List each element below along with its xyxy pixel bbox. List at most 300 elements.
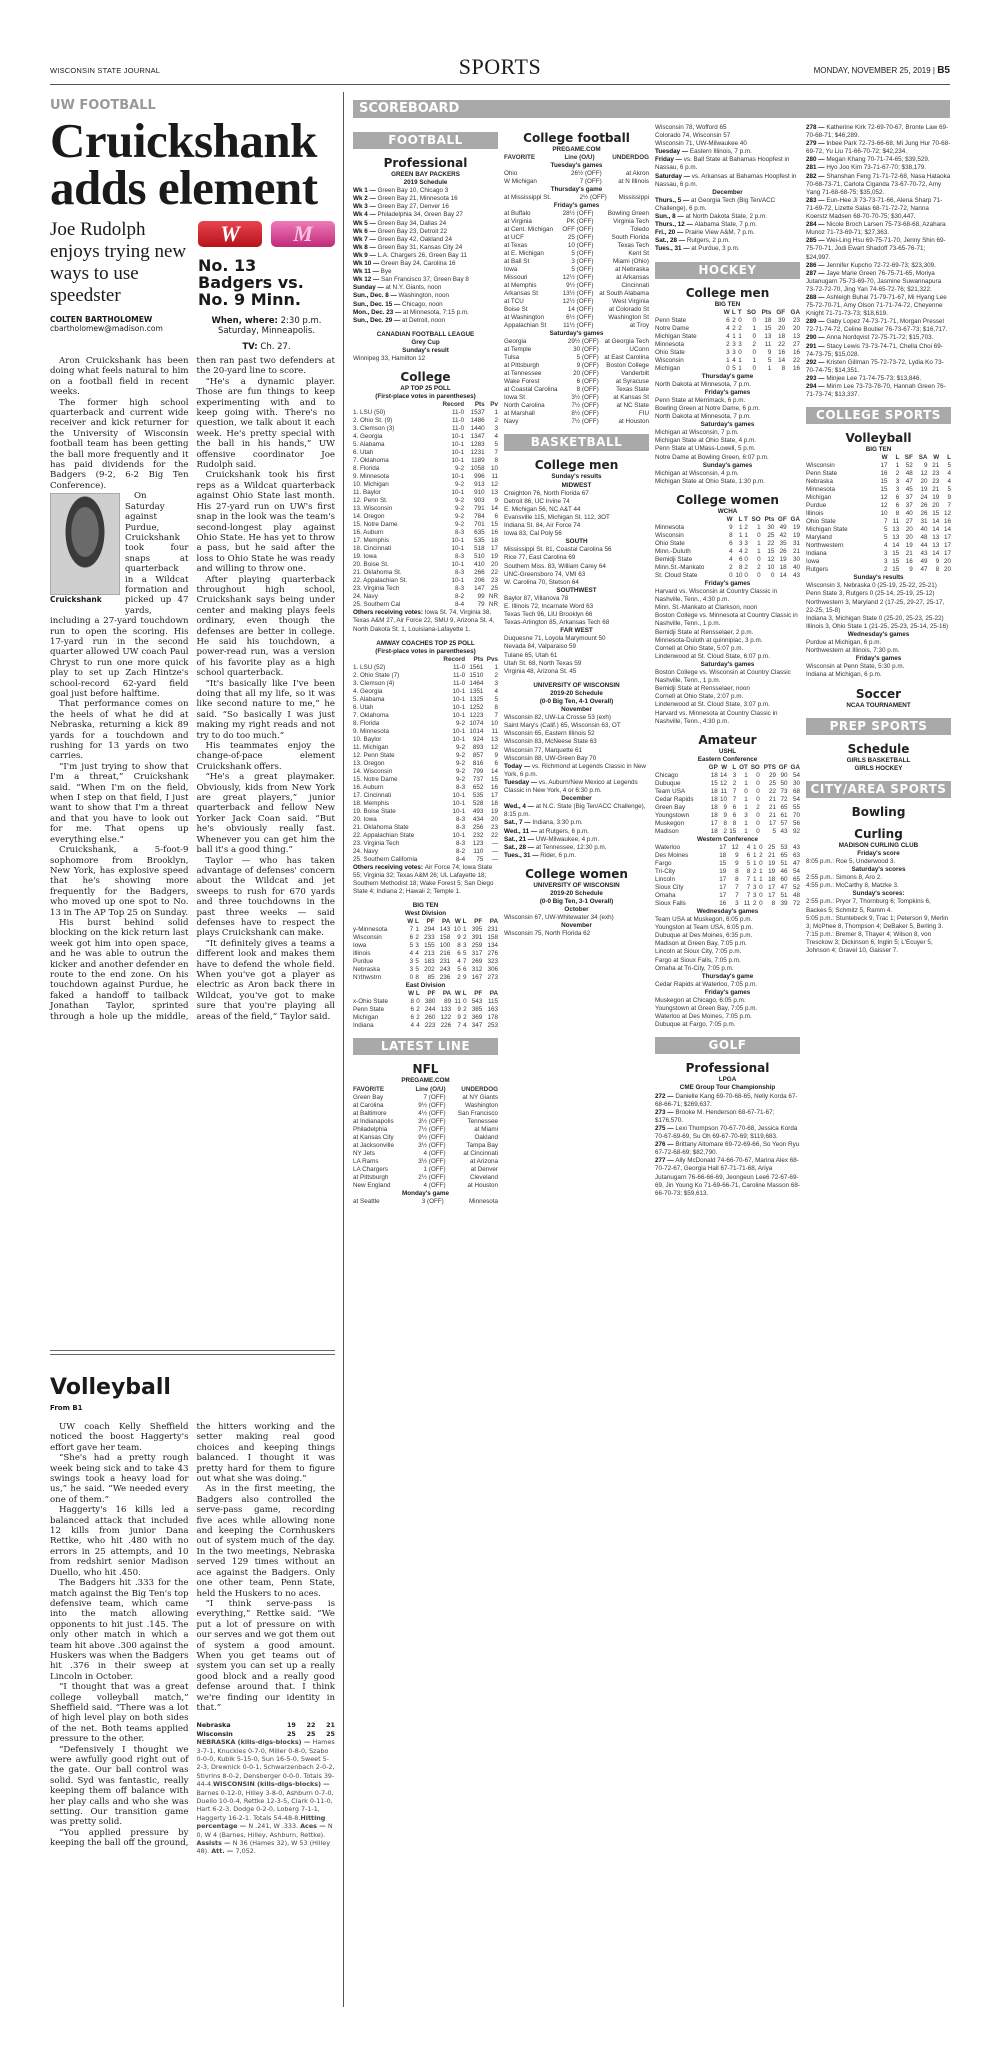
table-cell: 19 [905, 542, 913, 550]
table-row [353, 720, 498, 728]
table-cell: 0 [744, 572, 748, 579]
table-row [353, 425, 498, 433]
line-text: 7:15 p.m.: Bremer 8, Thayer 4; Wilson 8, von Tresckow 3; Dickinson 6, Inglin 5; L'Ecuyer 5, Johnson 4; Gravel 10, Gaisser 7. [806, 930, 933, 954]
table-cell: 0 [752, 316, 757, 324]
scoreboard [353, 124, 950, 1206]
agate-line [806, 270, 951, 294]
table-cell: 24. Navy [353, 847, 378, 855]
line-text: Saint Mary's (Calif.) 65, Wisconsin 63, OT [504, 722, 621, 730]
table-cell: 1537 [470, 409, 485, 417]
agate-line [504, 498, 649, 506]
table-row [353, 553, 498, 561]
subheading: UNIVERSITY OF WISCONSIN [533, 681, 620, 689]
table-cell: 910 [474, 489, 485, 497]
subheading: 2019-20 Schedule [550, 889, 603, 897]
standings-table [655, 309, 800, 373]
table-cell: 9½ (OFF) [418, 1101, 446, 1109]
story-paragraph: “It's basically like I've been doing that all my life, so it was like second nature to me,” he said. “So basically I was just making my right reads and not try to do too much.” [196, 678, 335, 741]
table-cell: 8 [732, 819, 737, 827]
table-cell: 2 [757, 564, 761, 571]
table-cell: 543 [471, 998, 483, 1006]
agate-line [353, 355, 498, 363]
table-header [353, 1086, 498, 1094]
table-row [353, 433, 498, 441]
agate-line [655, 948, 800, 956]
table-cell: 10-1 [451, 537, 465, 545]
table-cell: 0 [759, 891, 763, 899]
table-cell: 8-3 [455, 569, 465, 577]
table-cell: 8 [494, 457, 498, 465]
table-cell: 5 [772, 827, 776, 835]
column-header: PA [489, 918, 498, 926]
line-text: L.A. Chargers 26, Green Bay 11 [377, 251, 467, 259]
table-cell: 15 [729, 827, 737, 835]
agate-line [806, 334, 951, 342]
subheading: Sunday's results [853, 574, 904, 582]
agate-line [504, 611, 649, 619]
table-cell: 231 [439, 958, 451, 966]
table-cell: 8-3 [456, 815, 466, 823]
table-cell: 6 [410, 1006, 415, 1014]
table-cell: 4 (OFF) [423, 1149, 446, 1157]
table-cell: 178 [487, 1014, 498, 1022]
table-cell: 2½ (OFF) [418, 1173, 446, 1181]
table-row [655, 892, 800, 900]
subheading: Thursday's game [701, 972, 754, 980]
table-cell: 65 [780, 851, 788, 859]
agate-line [655, 1093, 800, 1109]
line-label: Thurs., 12 — [655, 221, 695, 229]
story-paragraph: His teammates enjoy the change-of-pace element Cruickshank offers. [196, 741, 335, 772]
table-cell: 380 [424, 998, 436, 1006]
subheading: Sunday's scores: [852, 890, 905, 898]
table-cell: 14 [892, 542, 900, 550]
subheading: Sunday's results [551, 473, 602, 481]
linescore [197, 1721, 336, 1738]
line-label: Sat., 21 — [504, 835, 536, 843]
table-cell: 30 [792, 779, 800, 787]
column-header: Line (O/U) [415, 1085, 446, 1093]
agate-line [655, 213, 800, 221]
table-cell: 3 [744, 540, 748, 547]
table-cell: 55 [792, 803, 800, 811]
table-cell: 784 [474, 513, 485, 521]
agate-line [504, 652, 649, 660]
table-cell: 1014 [469, 727, 484, 735]
table-cell: 2 [744, 548, 748, 555]
table-cell: 0 [752, 332, 757, 340]
table-cell: 1 [744, 771, 748, 779]
agate-line [655, 1005, 800, 1013]
line-text: vs. Arkansas at Bahamas Hoopfest in Nassau, 6 p.m. [655, 172, 797, 188]
standings-table [504, 210, 649, 330]
line-label: Wed., 11 — [504, 827, 539, 835]
column-header: PA [442, 990, 452, 998]
table-cell: St. Cloud State [655, 572, 698, 579]
column-header: L [732, 763, 737, 771]
table-cell: 6 [726, 316, 730, 324]
agate-line [806, 858, 951, 866]
table-row [353, 577, 498, 585]
line-text: Colorado 74, Wisconsin 57 [655, 132, 731, 140]
column-header [655, 764, 706, 772]
table-row [806, 486, 951, 494]
table-cell: 13. Oregon [353, 759, 385, 767]
agate-line [504, 852, 649, 860]
table-cell: 317 [471, 950, 483, 958]
table-cell: 2 [463, 934, 467, 942]
scoreboard-column [353, 124, 498, 1206]
table-cell: 2 [884, 566, 888, 574]
table-header [806, 454, 951, 462]
table-cell: 49 [920, 558, 928, 566]
table-row [655, 325, 800, 333]
section-banner: GOLF [655, 1037, 800, 1054]
line-text: at Georgia Tech (Big Ten/ACC Challenge), 6 p.m. [655, 196, 776, 212]
table-cell: Wisconsin [655, 356, 684, 364]
agate-line [504, 603, 649, 611]
table-cell: 11. Baylor [353, 489, 381, 497]
column-header: W [881, 454, 888, 462]
column-header: Pv [490, 401, 498, 409]
table-cell: 4. Georgia [353, 433, 383, 441]
table-row [353, 664, 498, 672]
stat-label: Hitting percentage — [196, 1813, 326, 1831]
line-label: Sat., 7 — [504, 819, 533, 827]
line-label: 277 — [655, 1157, 676, 1165]
table-cell: 5 [409, 942, 414, 950]
line-text: Air Force 74; Iowa State 55; Virginia 32; Texas A&M 26; UL Lafayette 18; Southern Methodist 18; Wake Forest 5; San Diego State 4; Indiana 2; Hawaii 2; Temple 1. [353, 863, 494, 896]
table-cell: 652 [472, 783, 484, 791]
agate-line [806, 262, 951, 270]
table-cell: 410 [474, 561, 485, 569]
table-cell: 20. Boise St. [353, 561, 389, 569]
table-header [353, 990, 498, 998]
column-header: PF [474, 918, 483, 926]
table-cell: 8. Florida [353, 719, 380, 727]
line-text: Indiana St. 84, Air Force 74 [504, 522, 581, 530]
table-cell: 8 [410, 998, 415, 1006]
story-body [50, 356, 335, 1261]
table-cell: 11 [720, 787, 728, 795]
line-text: Wisconsin 3, Nebraska 0 (25-19, 25-22, 25-21) [806, 582, 937, 590]
table-row [353, 688, 498, 696]
table-cell: 19 [719, 867, 727, 875]
table-row [353, 728, 498, 736]
table-cell: 518 [474, 545, 485, 553]
table-row [353, 481, 498, 489]
table-cell: 22 [490, 569, 498, 577]
agate-line [655, 140, 800, 148]
agate-line [353, 284, 498, 292]
table-cell: 9 [457, 1006, 461, 1014]
section-heading: College women [676, 492, 779, 507]
table-cell: 5 [494, 441, 498, 449]
table-cell: Texas Tech [617, 242, 649, 250]
line-label: Others receiving votes: [353, 863, 425, 871]
table-cell: 4 [729, 548, 733, 555]
table-cell: 8 [735, 875, 739, 883]
table-cell: 8-3 [455, 529, 465, 537]
table-cell: 25 [768, 779, 776, 787]
table-cell: 70 [792, 811, 800, 819]
table-cell: 3 [463, 942, 467, 950]
table-cell: 269 [471, 958, 483, 966]
table-cell: 43 [920, 550, 928, 558]
table-cell: Sioux City [655, 883, 684, 891]
subheading: MIDWEST [561, 481, 592, 489]
table-cell: N'rthwstrn [353, 974, 382, 982]
table-cell: Lincoln [655, 875, 675, 883]
table-cell: 266 [474, 569, 485, 577]
table-cell: 11-0 [452, 663, 466, 671]
table-cell: 2 [756, 803, 760, 811]
standings-table [504, 154, 649, 162]
table-cell: at Tennessee [504, 370, 542, 378]
table-cell: Cincinnati [621, 282, 649, 290]
table-cell: 14. Oregon [353, 513, 385, 521]
table-cell: 5 [457, 966, 461, 974]
line-text: San Francisco 37, Green Bay 8 [381, 276, 469, 284]
table-cell: 1 [744, 819, 748, 827]
table-cell: 1 [494, 663, 498, 671]
table-cell: 4 [494, 433, 498, 441]
subheading: (0-0 Big Ten, 4-1 Overall) [539, 698, 614, 705]
subheading: East Division [405, 982, 446, 990]
table-cell: 16 [778, 348, 786, 356]
line-text: vs. Auburn/New Mexico at Legends Classic in New York, 4 or 6:30 p.m. [504, 778, 638, 795]
agate-line [655, 653, 800, 661]
table-row [655, 876, 800, 884]
line-text: Indiana 3, Michigan State 0 (25-20, 25-23, 25-22) [806, 614, 944, 622]
table-cell: 9-2 [455, 465, 465, 473]
line-text: Alabama State, 7 p.m. [694, 221, 757, 229]
table-cell: 3 [732, 340, 736, 348]
line-text: Eastern Illinois, 7 p.m. [689, 148, 752, 156]
table-row [655, 524, 800, 532]
table-cell: 7 [746, 883, 751, 891]
section-title: SPORTS [458, 54, 542, 79]
table-cell: 8 [723, 819, 728, 827]
table-cell: 17 [719, 883, 727, 891]
agate-line [655, 478, 800, 486]
table-row [504, 194, 649, 202]
line-label: Sun., Dec. 15 — [353, 300, 402, 308]
table-cell: 19 [490, 807, 498, 815]
table-cell: 913 [474, 481, 485, 489]
agate-line [353, 211, 498, 219]
line-text: Boston College vs. Minnesota at Country Classic in Nashville, Tenn., 1 p.m. [655, 612, 798, 628]
story-paragraph: “Defensively I thought we were awfully good right out of the gate. Our ball control was solid. Syd was fantastic, really keeping them off balance with her play calls and who she was setting. Our transition game was pretty solid. [50, 1744, 189, 1828]
column-header: Pts [761, 308, 772, 316]
agate-line [655, 132, 800, 140]
table-cell: — [491, 855, 498, 863]
story-paragraph: His burst behind solid blocking on the kick return last week got him into open space, and he was able to outrun the kicker and another defender en route to the end zone. On his touchdown against Purdue, he faked a handoff to tailback Jonathan Taylor, sprinted through a hole up the middle, then ran past two defenders at the 20-yard line to score. [50, 356, 335, 1022]
agate-line [504, 660, 649, 668]
table-cell: 14 [720, 771, 728, 779]
agate-line [655, 957, 800, 965]
table-row [655, 564, 800, 572]
table-cell: Philadelphia [353, 1125, 388, 1133]
table-cell: Missouri [504, 274, 528, 282]
agate-line [655, 381, 800, 389]
table-cell: Fargo [655, 859, 672, 867]
table-cell: 10-1 [452, 799, 466, 807]
table-cell: 21 [768, 803, 776, 811]
line-label: 290 — [806, 334, 827, 342]
line-text: Indiana at Michigan, 6 p.m. [806, 671, 882, 679]
table-row [655, 357, 800, 365]
column-header: W [408, 990, 415, 998]
table-cell: 4 [746, 843, 751, 851]
section-heading: Curling [854, 826, 903, 841]
agate-line [655, 413, 800, 421]
line-text: Youngston at Team USA, 6:05 p.m. [655, 924, 754, 932]
table-cell: 25 [768, 843, 776, 851]
table-cell: Wisconsin [806, 462, 835, 470]
story-paragraph: Haggerty's 16 kills led a balanced attack that included 12 kills from junior Dana Rettke, who hit .480 with no errors in 25 attempts, and 10 from redshirt senior Madison Duello, who hit .450. [50, 1505, 189, 1578]
table-cell: NY Jets [353, 1149, 375, 1157]
agate-line [353, 195, 498, 203]
story-deck: Joe Rudolph enjoys trying new ways to use speedster [50, 219, 187, 306]
agate-line [806, 874, 951, 882]
table-cell: 4 [726, 324, 730, 332]
table-cell: 14 [778, 356, 786, 364]
line-text: Youngstown at Green Bay, 7:05 p.m. [655, 1005, 758, 1013]
table-cell: 244 [424, 1006, 436, 1014]
line-text: at Detroit, noon [402, 316, 446, 324]
table-cell: 12 [943, 510, 951, 518]
table-cell: Iowa St [504, 394, 525, 402]
table-header [353, 401, 498, 409]
table-cell: 3 (OFF) [571, 258, 594, 266]
table-cell: 8-3 [456, 823, 466, 831]
table-cell: Iowa [504, 266, 518, 274]
line-label: 275 — [655, 1124, 676, 1132]
table-row [806, 510, 951, 518]
line-text: Minjee Lee 71-74-75-73; $13,846. [826, 374, 922, 382]
table-cell: at Houston [618, 418, 649, 426]
table-cell: 7 [735, 883, 739, 891]
table-cell: Ohio State [655, 348, 685, 356]
table-cell: 17 [768, 891, 776, 899]
line-text: Stacy Lewis 73-73-74-71, Chella Choi 69-74-73-75; $15,028. [806, 342, 943, 358]
table-cell: 737 [472, 775, 484, 783]
table-cell: 9 (OFF) [576, 362, 599, 370]
tv-label: TV: [242, 342, 258, 352]
table-cell: 16. Auburn [353, 783, 384, 791]
author-email: cbartholomew@madison.com [50, 324, 163, 333]
line-text: Wisconsin at Penn State, 5:30 p.m. [806, 663, 905, 671]
subheading: SOUTHWEST [556, 586, 597, 594]
table-row [353, 712, 498, 720]
table-cell: 11-0 [452, 425, 465, 433]
column-header: FAVORITE [504, 154, 536, 162]
line-label: Fri., 20 — [655, 229, 686, 237]
line-text: Jaye Marie Green 76-75-71-65, Moriya Jutanugarn 75-73-69-70, Jasmine Suwannapura 73-72-72-70, Jing Yan 74-65-72-76; $21,322. [806, 269, 942, 293]
agate-line [655, 612, 800, 628]
standings-table [806, 454, 951, 574]
line-text: Fargo at Sioux Falls, 7:05 p.m. [655, 956, 741, 964]
table-cell: Rutgers [806, 566, 829, 574]
table-cell: 26 [920, 510, 928, 518]
column-header: T [737, 308, 742, 316]
table-cell: 8 [935, 566, 940, 574]
agate-line [504, 747, 649, 755]
table-cell: 2½ (OFF) [579, 194, 607, 202]
table-cell: 8-4 [456, 855, 466, 863]
table-cell: 40 [905, 510, 913, 518]
table-cell: 19 [490, 553, 498, 561]
table-cell: 21. Oklahoma State [353, 823, 409, 831]
table-cell: at Pittsburgh [504, 362, 540, 370]
table-cell: Minnesota [468, 1197, 498, 1205]
table-cell: 226 [440, 1022, 452, 1030]
table-row [353, 1022, 498, 1030]
table-cell: 14 [932, 526, 940, 534]
table-cell: 30 [792, 556, 800, 563]
table-cell: 15 [490, 521, 498, 529]
table-cell: 20 [490, 561, 498, 569]
column-header: SF [904, 454, 913, 462]
table-cell: at Baltimore [353, 1109, 387, 1117]
table-cell: at Syracuse [615, 378, 649, 386]
table-cell: 12 [880, 494, 888, 502]
stat-value: Hames 3-7-1, Knuckles 0-7-0, Miller 0-8-0, Szabo 0-0-0, Kubik 5-15-0, Sun 16-5-0, Sweet 5-2-3, Drewnick 0-0-1, Schwarzenbach 2-0-2, Stivrins 8-0-2, Densberger 0-0-0. Totals 39-44-4. [196, 1738, 335, 1789]
story-paragraph: Cruickshank, a 5-foot-9 sophomore from Brooklyn, New York, has explosive speed that he's showing more frequently for the Badgers, who moved up one spot to No. 13 in The AP Top 25 on Sunday. [50, 845, 189, 918]
table-cell: 10-1 [451, 473, 465, 481]
table-cell: 28½ (OFF) [562, 210, 594, 218]
table-cell: 2. Ohio St. (9) [353, 417, 393, 425]
agate-line [655, 1013, 800, 1021]
table-cell: at Denver [470, 1165, 498, 1173]
table-cell: 22. Appalachian State [353, 831, 415, 839]
agate-line [806, 590, 951, 598]
table-cell: 7 [457, 1022, 461, 1030]
table-cell: Ohio State [806, 518, 836, 526]
table-cell: Wisconsin [353, 934, 382, 942]
line-text: Jennifer Kupcho 72-72-69-73; $23,309. [826, 261, 936, 269]
table-cell: 2 [752, 340, 757, 348]
table-cell: 90 [780, 771, 788, 779]
table-cell: 1 [738, 524, 743, 531]
table-cell: Toledo [630, 226, 649, 234]
line-text: Megan Khang 70-71-74-65; $39,529. [826, 156, 930, 164]
game-infobox [198, 219, 335, 352]
table-cell: Appalachian St [504, 322, 547, 330]
table-cell: 1464 [469, 679, 484, 687]
table-cell: Sioux Falls [655, 899, 686, 907]
table-cell: 13 [932, 542, 940, 550]
table-cell: 26 [779, 548, 787, 555]
table-cell: 791 [474, 505, 485, 513]
table-cell: 8-3 [455, 553, 465, 561]
line-text: Bowling Green at Notre Dame, 6 p.m. [655, 404, 760, 412]
line-label: 288 — [806, 293, 827, 301]
subheading: (First-place votes in parentheses) [375, 647, 476, 655]
line-label: Wk 2 — [353, 195, 378, 203]
table-cell: 7 [494, 711, 498, 719]
line-text: Rider, 6 p.m. [540, 851, 576, 859]
table-cell: 3 [895, 478, 900, 486]
table-cell: 13½ (OFF) [562, 290, 594, 298]
section-heading: Professional [685, 1061, 770, 1076]
table-cell: 9. Minnesota [353, 473, 390, 481]
table-cell: 54 [792, 795, 800, 803]
stat-value: N .241, W .333. [248, 1822, 301, 1831]
table-cell: 20 [905, 534, 913, 542]
table-row [353, 1014, 498, 1022]
